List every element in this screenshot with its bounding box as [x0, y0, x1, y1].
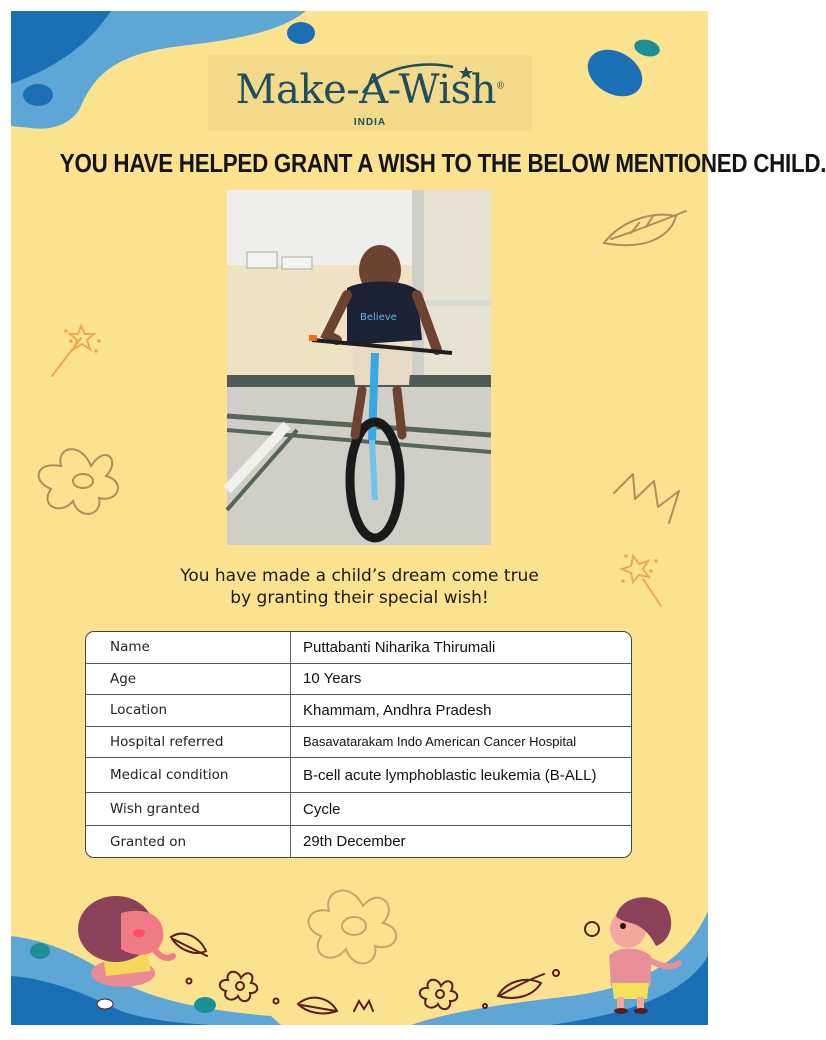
row-value: 29th December	[303, 833, 406, 850]
top-left-dot	[23, 84, 53, 106]
row-value: Cycle	[303, 800, 341, 818]
magic-wand-doodle-icon	[52, 326, 100, 376]
headline: YOU HAVE HELPED GRANT A WISH TO THE BELOW MENTIONED CHILD.	[59, 148, 826, 178]
leaf-doodle-bottom-icon	[171, 934, 207, 956]
child-on-bicycle-image	[227, 190, 491, 545]
logo-country: INDIA	[353, 117, 387, 128]
row-value: Khammam, Andhra Pradesh	[303, 701, 492, 719]
top-dot	[287, 22, 315, 44]
row-value: B-cell acute lymphoblastic leukemia (B-ALL)	[303, 766, 597, 784]
leaf-doodle-icon	[604, 211, 686, 245]
top-right-blob-teal	[632, 37, 661, 59]
tagline-line-2: by granting their special wish!	[230, 588, 489, 608]
row-value: Basavatarakam Indo American Cancer Hospital	[303, 734, 577, 750]
row-label: Location	[86, 695, 291, 726]
row-label: Hospital referred	[86, 727, 291, 758]
table-row-name	[86, 632, 631, 664]
row-label: Age	[86, 664, 291, 695]
flower-outline-large-icon	[309, 891, 397, 964]
child-photo	[227, 190, 491, 545]
bottom-doodles	[171, 934, 559, 1014]
small-circle-icon-3	[483, 1004, 487, 1008]
zigzag-small-icon	[354, 1001, 373, 1011]
row-label: Wish granted	[86, 793, 291, 825]
leaf-doodle-bottom-3-icon	[498, 974, 544, 998]
tagline-line-1: You have made a child’s dream come true	[180, 566, 539, 586]
leaf-doodle-bottom-2-icon	[298, 998, 337, 1014]
flower-doodle-icon	[39, 449, 118, 514]
row-value: Puttabanti Niharika Thirumali	[303, 638, 496, 656]
small-circle-icon	[187, 979, 192, 984]
shirt-text: Believe	[360, 312, 397, 323]
row-label: Medical condition	[86, 758, 291, 792]
table-row-granted-on	[86, 826, 631, 857]
bottom-teal-dot	[194, 997, 216, 1013]
table-row-medical-condition	[86, 758, 631, 793]
row-value: 10 Years	[303, 670, 362, 688]
tagline	[11, 565, 708, 609]
flower-doodle-bottom-icon	[220, 972, 257, 1001]
table-row-wish-granted	[86, 793, 631, 826]
wish-certificate	[11, 11, 826, 1025]
row-label: Name	[86, 632, 291, 663]
logo-wordmark: Make-A-Wish®	[235, 67, 505, 113]
table-row-location	[86, 695, 631, 727]
flower-doodle-bottom-2-icon	[420, 980, 457, 1009]
small-circle-icon-4	[553, 970, 559, 976]
child-details-table	[85, 631, 632, 858]
small-circle-icon-2	[274, 999, 279, 1004]
make-a-wish-logo	[208, 55, 532, 131]
table-row-age	[86, 664, 631, 696]
bottom-teal-dot-left	[30, 943, 50, 959]
table-row-hospital	[86, 727, 631, 759]
zigzag-doodle-icon	[614, 474, 679, 523]
row-label: Granted on	[86, 826, 291, 857]
